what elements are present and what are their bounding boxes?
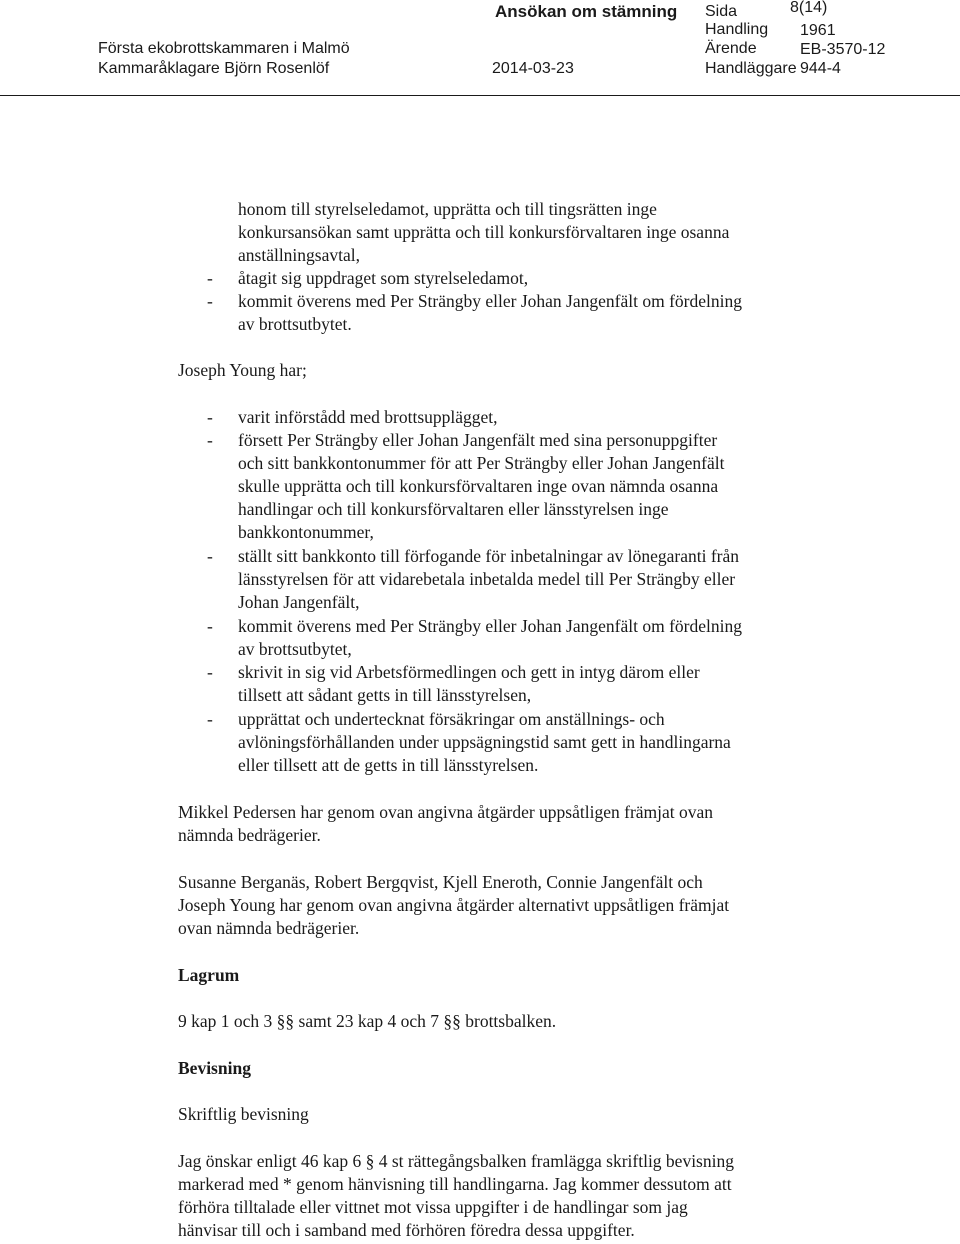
young-intro: Joseph Young har; (178, 360, 307, 380)
body-line: Susanne Berganäs, Robert Bergqvist, Kjell Eneroth, Connie Jangenfält och (178, 872, 703, 892)
list-item: skrivit in sig vid Arbetsförmedlingen och gett in intyg därom eller (238, 662, 700, 682)
list-item: varit införstådd med brottsupplägget, (238, 407, 498, 427)
body-line: avlöningsförhållanden under uppsägningstid samt gett in handlingarna (238, 732, 731, 752)
body-line: ovan nämnda bedrägerier. (178, 918, 360, 938)
body-line: eller tillsett att de getts in till länsstyrelsen. (238, 755, 539, 775)
body-line: av brottsutbytet, (238, 639, 352, 659)
body-line: och sitt bankkontonummer för att Per Strängby eller Johan Jangenfält (238, 453, 725, 473)
case-value: EB-3570-12 (800, 41, 886, 58)
case-label: Ärende (705, 40, 757, 57)
list-item: försett Per Strängby eller Johan Jangenfält med sina personuppgifter (238, 430, 718, 450)
body-line: honom till styrelseledamot, upprätta och till tingsrätten inge (238, 199, 657, 219)
body-line: länsstyrelsen för att vidarebetala inbetalda medel till Per Strängby eller (238, 569, 736, 589)
body-line: Joseph Young har genom ovan angivna åtgärder alternativt uppsåtligen främjat (178, 895, 730, 915)
page-label: Sida (705, 3, 738, 20)
list-dash: - (207, 291, 213, 311)
page-value: 8(14) (790, 0, 828, 16)
document-title: Ansökan om stämning (495, 2, 678, 21)
header-divider (0, 95, 960, 96)
list-dash: - (207, 407, 213, 427)
list-item: upprättat och undertecknat försäkringar om anställnings- och (238, 709, 665, 729)
list-dash: - (207, 430, 213, 450)
list-dash: - (207, 268, 213, 288)
list-item: kommit överens med Per Strängby eller Johan Jangenfält om fördelning (238, 291, 742, 311)
body-line: Johan Jangenfält, (238, 592, 360, 612)
handling-value: 1961 (800, 22, 836, 39)
section-heading-bevisning: Bevisning (178, 1058, 251, 1078)
body-line: nämnda bedrägerier. (178, 825, 321, 845)
body-line: tillsett att sådant getts in till länsstyrelsen, (238, 685, 532, 705)
document-date: 2014-03-23 (492, 60, 574, 77)
handling-label: Handling (705, 21, 769, 38)
body-line: förhöra tilltalade eller vittnet mot vissa uppgifter i de handlingar som jag (178, 1197, 688, 1217)
section-heading-lagrum: Lagrum (178, 965, 240, 985)
body-line: hänvisar till och i samband med förhören föredra dessa uppgifter. (178, 1220, 635, 1240)
body-line: anställningsavtal, (238, 245, 360, 265)
list-item: ställt sitt bankkonto till förfogande för inbetalningar av lönegaranti från (238, 546, 740, 566)
list-dash: - (207, 709, 213, 729)
handler-label: Handläggare (705, 60, 797, 77)
body-line: Jag önskar enligt 46 kap 6 § 4 st rättegångsbalken framlägga skriftlig bevisning (178, 1151, 734, 1171)
handler-value: 944-4 (800, 60, 841, 77)
body-line: markerad med * genom hänvisning till handlingarna. Jag kommer dessutom att (178, 1174, 732, 1194)
subheading-skriftlig-bevisning: Skriftlig bevisning (178, 1104, 309, 1124)
list-dash: - (207, 546, 213, 566)
list-item: kommit överens med Per Strängby eller Johan Jangenfält om fördelning (238, 616, 742, 636)
body-line: konkursansökan samt upprätta och till konkursförvaltaren inge osanna (238, 222, 730, 242)
body-line: skulle upprätta och till konkursförvaltaren inge ovan nämnda osanna (238, 476, 719, 496)
list-dash: - (207, 616, 213, 636)
list-item: åtagit sig uppdraget som styrelseledamot, (238, 268, 529, 288)
lagrum-text: 9 kap 1 och 3 §§ samt 23 kap 4 och 7 §§ brottsbalken. (178, 1011, 557, 1031)
officer-name: Kammaråklagare Björn Rosenlöf (98, 60, 330, 77)
authority-name: Första ekobrottskammaren i Malmö (98, 40, 350, 57)
body-line: handlingar och till konkursförvaltaren eller länsstyrelsen inge (238, 499, 669, 519)
body-line: Mikkel Pedersen har genom ovan angivna åtgärder uppsåtligen främjat ovan (178, 802, 714, 822)
list-dash: - (207, 662, 213, 682)
body-line: bankkontonummer, (238, 522, 374, 542)
body-line: av brottsutbytet. (238, 314, 352, 334)
